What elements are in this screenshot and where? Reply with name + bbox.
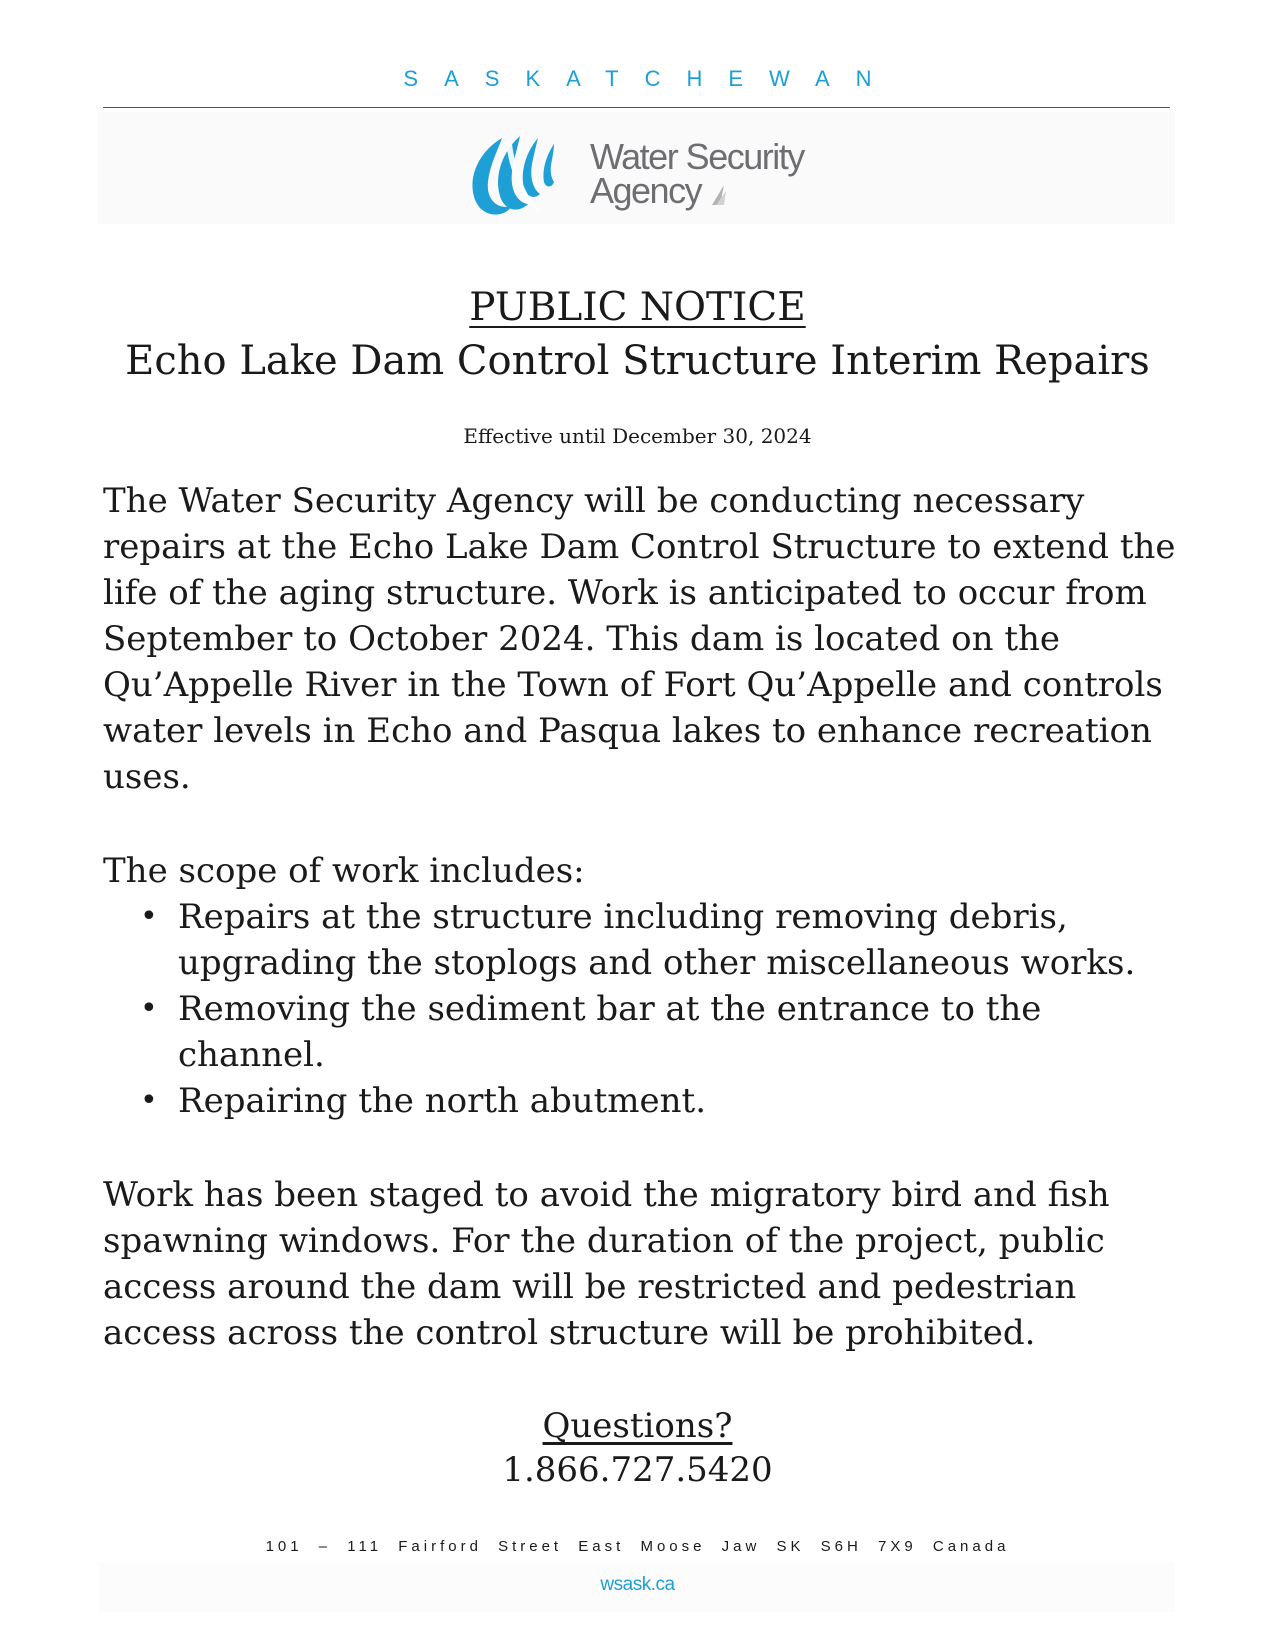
website-link[interactable]: wsask.ca	[600, 1574, 675, 1595]
mailing-address: 101 – 111 Fairford Street East Moose Jaw SK S6H 7X9 Canada	[265, 1538, 1010, 1555]
logo-line-1: Water Security	[590, 136, 804, 177]
logo-wordmark	[590, 136, 804, 211]
masthead-saskatchewan: SASKATCHEWAN	[403, 66, 898, 91]
restrictions-paragraph: Work has been staged to avoid the migratory bird and fish spawning windows. For the duration of the project, public access around the dam will be restricted and pedestrian access across the control structure will be prohibited.	[103, 1175, 1110, 1353]
bullet-icon: •	[140, 899, 158, 934]
intro-paragraph: The Water Security Agency will be conducting necessary repairs at the Echo Lake Dam Control Structure to extend the life of the aging structure. Work is anticipated to occur from September to October 2024. This dam is located on the Qu’Appelle River in the Town of Fort Qu’Appelle and controls water levels in Echo and Pasqua lakes to enhance recreation uses.	[103, 481, 1176, 797]
header-divider	[103, 107, 1170, 108]
notice-subtitle: Echo Lake Dam Control Structure Interim Repairs	[125, 338, 1150, 384]
wheat-sheaf-icon	[710, 183, 726, 205]
questions-label: Questions?	[542, 1406, 733, 1446]
phone-number[interactable]: 1.866.727.5420	[502, 1450, 773, 1490]
effective-date: Effective until December 30, 2024	[463, 424, 812, 448]
scope-heading: The scope of work includes:	[103, 851, 585, 891]
bullet-icon: •	[140, 1083, 158, 1118]
logo-line-2: Agency	[590, 174, 804, 208]
list-item: • Repairing the north abutment.	[140, 1078, 1180, 1124]
bullet-icon: •	[140, 991, 158, 1026]
scope-list	[140, 894, 1180, 1124]
list-item: • Removing the sediment bar at the entrance to the channel.	[140, 986, 1180, 1078]
wsa-logo	[468, 130, 808, 226]
water-drops-logo-icon	[468, 130, 578, 222]
list-item: • Repairs at the structure including removing debris, upgrading the stoplogs and other miscellaneous works.	[140, 894, 1180, 986]
notice-title: PUBLIC NOTICE	[469, 285, 806, 330]
